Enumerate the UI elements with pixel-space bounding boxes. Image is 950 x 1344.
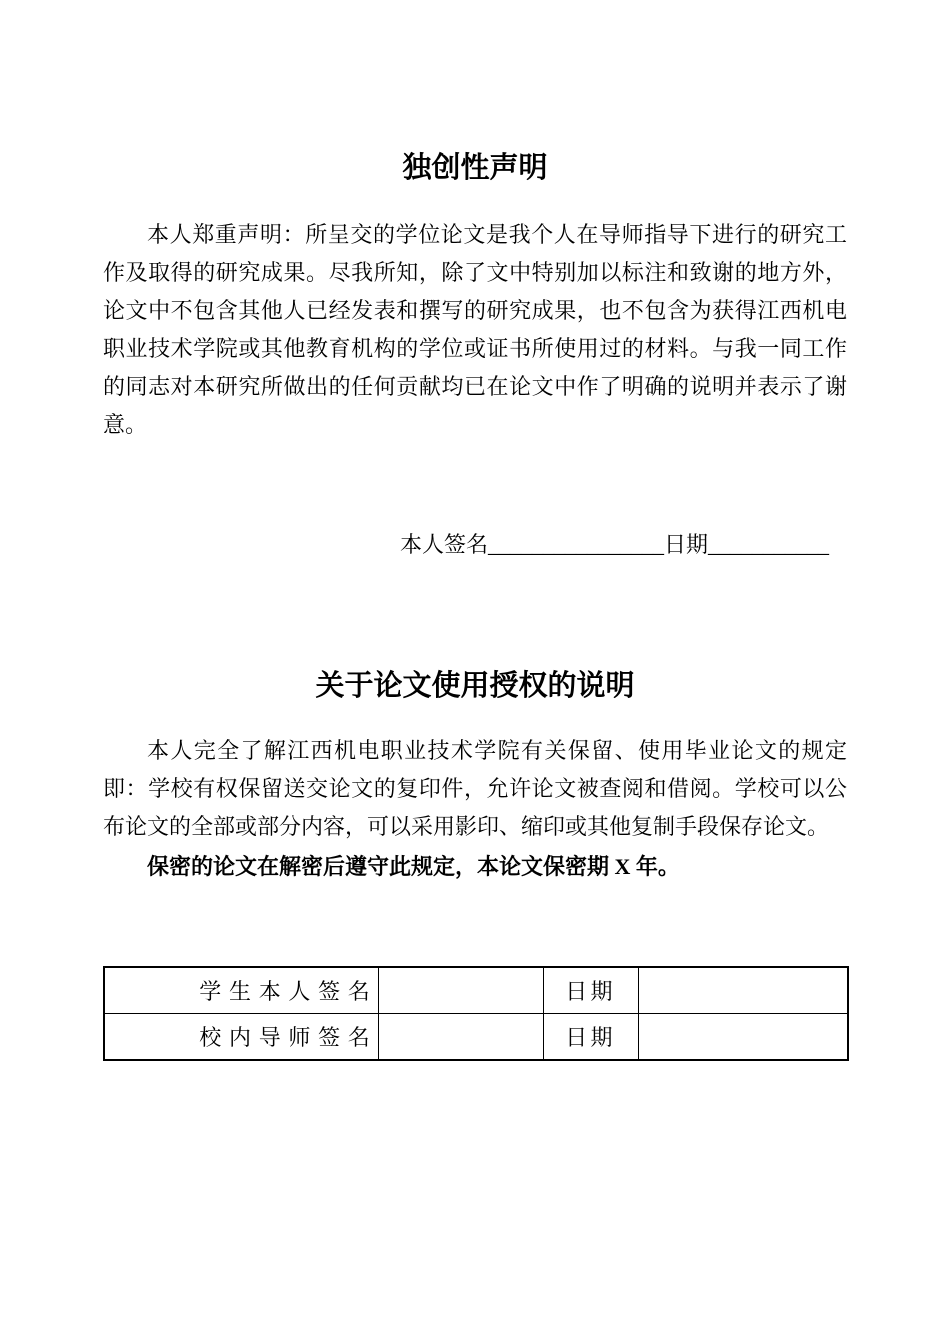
authorization-body: 本人完全了解江西机电职业技术学院有关保留、使用毕业论文的规定即：学校有权保留送交论文的复印件，允许论文被查阅和借阅。学校可以公布论文的全部或部分内容，可以采用影印、缩印或其他复制手段保存论文。: [103, 738, 847, 839]
signature-blank-line: ________________: [488, 532, 665, 557]
date-label: 日期: [664, 532, 709, 557]
supervisor-signature-label: 校内导师签名: [104, 1014, 378, 1061]
authorization-title: 关于论文使用授权的说明: [315, 670, 635, 702]
signature-line: [103, 526, 847, 564]
supervisor-date-field: [638, 1014, 848, 1061]
table-row-supervisor: [104, 1014, 848, 1061]
signature-label: 本人签名: [400, 532, 489, 557]
supervisor-signature-field: [378, 1014, 543, 1061]
student-date-field: [638, 967, 848, 1014]
student-date-label: 日期: [543, 967, 638, 1014]
declaration-body: 本人郑重声明：所呈交的学位论文是我个人在导师指导下进行的研究工作及取得的研究成果。尽我所知，除了文中特别加以标注和致谢的地方外，论文中不包含其他人已经发表和撰写的研究成果，也不包含为获得江西机电职业技术学院或其他教育机构的学位或证书所使用过的材料。与我一同工作的同志对本研究所做出的任何贡献均已在论文中作了明确的说明并表示了谢意。: [103, 222, 847, 437]
student-signature-label: 学生本人签名: [104, 967, 378, 1014]
student-signature-field: [378, 967, 543, 1014]
declaration-title: 独创性声明: [402, 152, 548, 184]
date-blank-line: ___________: [708, 532, 830, 557]
confidentiality-note: 保密的论文在解密后遵守此规定，本论文保密期 X 年。: [147, 854, 680, 879]
supervisor-date-label: 日期: [543, 1014, 638, 1061]
table-row-student: [104, 967, 848, 1014]
signature-table: [103, 966, 849, 1061]
